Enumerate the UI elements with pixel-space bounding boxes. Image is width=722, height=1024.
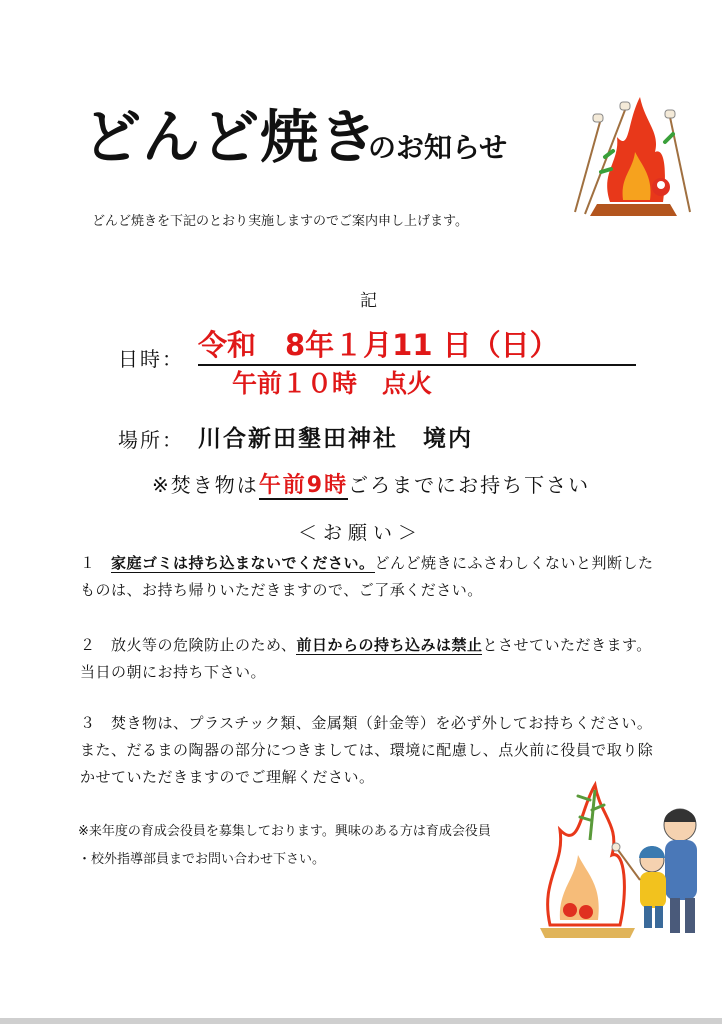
place-value: 川合新田墾田神社 境内 — [198, 426, 473, 452]
footnote-line-1: ※来年度の育成会役員を募集しております。興味のある方は育成会役員 — [78, 824, 491, 839]
request-item-3 — [80, 710, 665, 791]
request-num: ３ — [80, 714, 96, 732]
burn-note-suffix: ごろまでにお持ち下さい — [348, 473, 591, 497]
datetime-date: 令和 8年１月11 日（日） — [198, 330, 636, 366]
request-num: ２ — [80, 636, 96, 654]
datetime-label: 日時： — [118, 347, 184, 371]
request-pre: 放火等の危険防止のため、 — [111, 636, 297, 654]
requests-heading: ＜お願い＞ — [298, 522, 424, 544]
burn-note — [152, 468, 590, 499]
burn-note-time: 午前9時 — [258, 473, 349, 498]
bonfire-family-illustration — [540, 780, 715, 940]
page-subtitle: のお知らせ — [368, 131, 508, 164]
footnote-line-2: ・校外指導部員までお問い合わせ下さい。 — [78, 852, 326, 867]
burn-note-prefix: ※焚き物は — [152, 473, 259, 497]
request-underlined: 前日からの持ち込みは禁止 — [296, 636, 483, 654]
request-item-1 — [80, 550, 665, 604]
request-text: どんど焼きにふさわしくないと判断したものは、お持ち帰りいただきますので、ご了承ください。 — [80, 554, 654, 599]
page-title: どんど焼き — [83, 103, 379, 171]
bonfire-top-icon — [565, 92, 700, 222]
bottom-bar — [0, 1018, 722, 1024]
request-num: １ — [80, 554, 96, 572]
request-item-2 — [80, 632, 665, 686]
ki-heading: 記 — [360, 291, 377, 311]
intro-text: どんど焼きを下記のとおり実施しますのでご案内申し上げます。 — [92, 214, 468, 229]
request-underlined: 家庭ゴミは持ち込まないでください。 — [111, 554, 375, 572]
request-text: 焚き物は、プラスチック類、金属類（針金等）を必ず外してお持ちください。また、だるまの陶器の部分につきましては、環境に配慮し、点火前に役員で取り除かせていただきますのでご理解ください。 — [80, 714, 654, 786]
request-text: とさせていただきます。当日の朝にお持ち下さい。 — [80, 636, 652, 681]
datetime-time: 午前１０時 点火 — [232, 369, 433, 398]
place-label: 場所： — [118, 428, 184, 452]
